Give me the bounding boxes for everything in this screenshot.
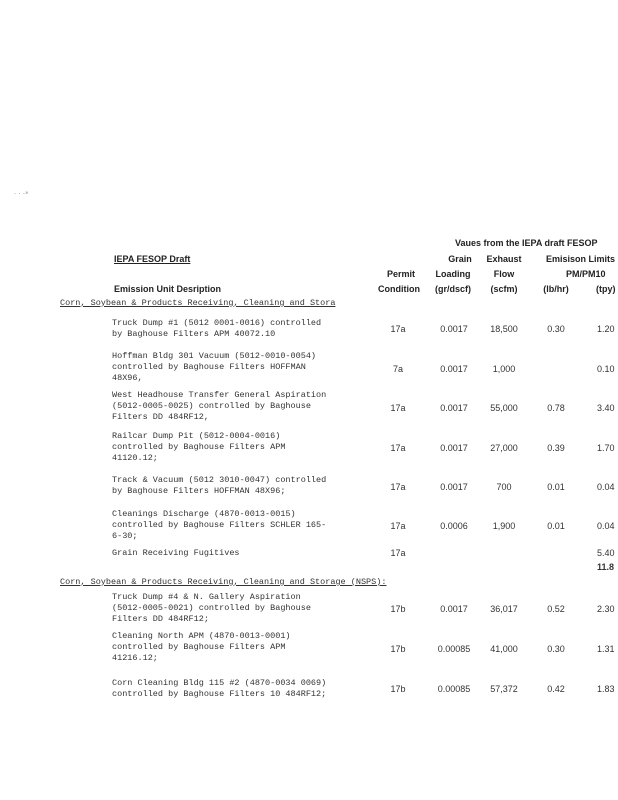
row-lbhr: 0.78: [547, 403, 565, 413]
row-tpy: 1.83: [597, 684, 615, 694]
row-tpy: 2.30: [597, 604, 615, 614]
row-tpy: 1.70: [597, 443, 615, 453]
row-lbhr: 0.01: [547, 482, 565, 492]
row-desc: Railcar Dump Pit (5012-0004-0016) controlled by Baghouse Filters APM 41120.12;: [112, 431, 286, 463]
pm-header: PM/PM10: [566, 269, 606, 279]
row-desc: Grain Receiving Fugitives: [112, 548, 240, 558]
row-lbhr: 0.39: [547, 443, 565, 453]
row-flow: 18,500: [490, 324, 518, 334]
row-tpy: 0.04: [597, 521, 615, 531]
row-tpy: 5.40: [597, 548, 615, 558]
emission-limits-header: Emisison Limits: [546, 254, 616, 264]
col-lbhr: (lb/hr): [543, 284, 569, 294]
col-exhaust-1: Exhaust: [486, 254, 522, 264]
row-desc: Cleanings Discharge (4870-0013-0015) controlled by Baghouse Filters SCHLER 165- 6-30;: [112, 509, 327, 541]
subtotal-tpy: 11.8: [597, 562, 615, 572]
row-grain: 0.0017: [440, 324, 468, 334]
page-title: IEPA FESOP Draft: [114, 254, 191, 264]
row-permit: 17b: [390, 644, 406, 654]
row-desc: Hoffman Bldg 301 Vacuum (5012-0010-0054) controlled by Baghouse Filters HOFFMAN 48X96,: [112, 351, 317, 383]
row-grain: 0.00085: [437, 644, 471, 654]
row-grain: 0.0006: [440, 521, 468, 531]
row-desc: Corn Cleaning Bldg 115 #2 (4870-0034 0069) controlled by Baghouse Filters 10 484RF12;: [112, 678, 327, 699]
row-lbhr: 0.52: [547, 604, 565, 614]
row-flow: 1,000: [492, 364, 516, 374]
row-permit: 17a: [390, 403, 406, 413]
row-desc: Truck Dump #4 & N. Gallery Aspiration (5012-0005-0021) controlled by Baghouse Filters DD 484RF12;: [112, 592, 311, 624]
row-tpy: 3.40: [597, 403, 615, 413]
col-permit-1: Permit: [386, 269, 415, 279]
row-lbhr: 0.01: [547, 521, 565, 531]
row-tpy: 1.31: [597, 644, 615, 654]
col-exhaust-3: (scfm): [490, 284, 518, 294]
group-title: Vaues from the IEPA draft FESOP: [455, 238, 598, 248]
col-desc: Emission Unit Desription: [114, 284, 222, 294]
section-title: Corn, Soybean & Products Receiving, Cleaning and Storage (NSPS):: [60, 577, 387, 587]
row-flow: 700: [496, 482, 512, 492]
row-permit: 7a: [392, 364, 403, 374]
col-grain-1: Grain: [448, 254, 472, 264]
row-grain: 0.00085: [437, 684, 471, 694]
col-grain-3: (gr/dscf): [435, 284, 471, 294]
row-grain: 0.0017: [440, 604, 468, 614]
row-lbhr: 0.30: [547, 644, 565, 654]
row-flow: 55,000: [490, 403, 518, 413]
row-grain: 0.0017: [440, 403, 468, 413]
row-flow: 41,000: [490, 644, 518, 654]
row-grain: 0.0017: [440, 364, 468, 374]
col-grain-2: Loading: [435, 269, 471, 279]
row-desc: West Headhouse Transfer General Aspiration (5012-0005-0025) controlled by Baghouse Filters DD 484RF12,: [112, 390, 327, 422]
row-grain: 0.0017: [440, 443, 468, 453]
row-flow: 27,000: [490, 443, 518, 453]
row-tpy: 1.20: [597, 324, 615, 334]
row-flow: 1,900: [492, 521, 516, 531]
section-title: Corn, Soybean & Products Receiving, Cleaning and Stora: [60, 298, 336, 308]
row-desc: Cleaning North APM (4870-0013-0001) controlled by Baghouse Filters APM 41216.12;: [112, 631, 291, 663]
scan-smudge: · · ·*: [14, 190, 29, 198]
col-exhaust-2: Flow: [493, 269, 515, 279]
row-permit: 17a: [390, 482, 406, 492]
col-tpy: (tpy): [596, 284, 616, 294]
row-permit: 17a: [390, 521, 406, 531]
row-permit: 17a: [390, 324, 406, 334]
row-permit: 17a: [390, 548, 406, 558]
row-desc: Truck Dump #1 (5012 0001-0016) controlled by Baghouse Filters APM 40072.10: [112, 318, 322, 339]
row-tpy: 0.10: [597, 364, 615, 374]
row-permit: 17b: [390, 604, 406, 614]
row-tpy: 0.04: [597, 482, 615, 492]
row-desc: Track & Vacuum (5012 3010-0047) controlled by Baghouse Filters HOFFMAN 48X96;: [112, 475, 327, 496]
row-grain: 0.0017: [440, 482, 468, 492]
row-flow: 57,372: [490, 684, 518, 694]
row-permit: 17b: [390, 684, 406, 694]
row-lbhr: 0.42: [547, 684, 565, 694]
col-permit-2: Condition: [378, 284, 420, 294]
row-flow: 36,017: [490, 604, 518, 614]
row-permit: 17a: [390, 443, 406, 453]
row-lbhr: 0.30: [547, 324, 565, 334]
